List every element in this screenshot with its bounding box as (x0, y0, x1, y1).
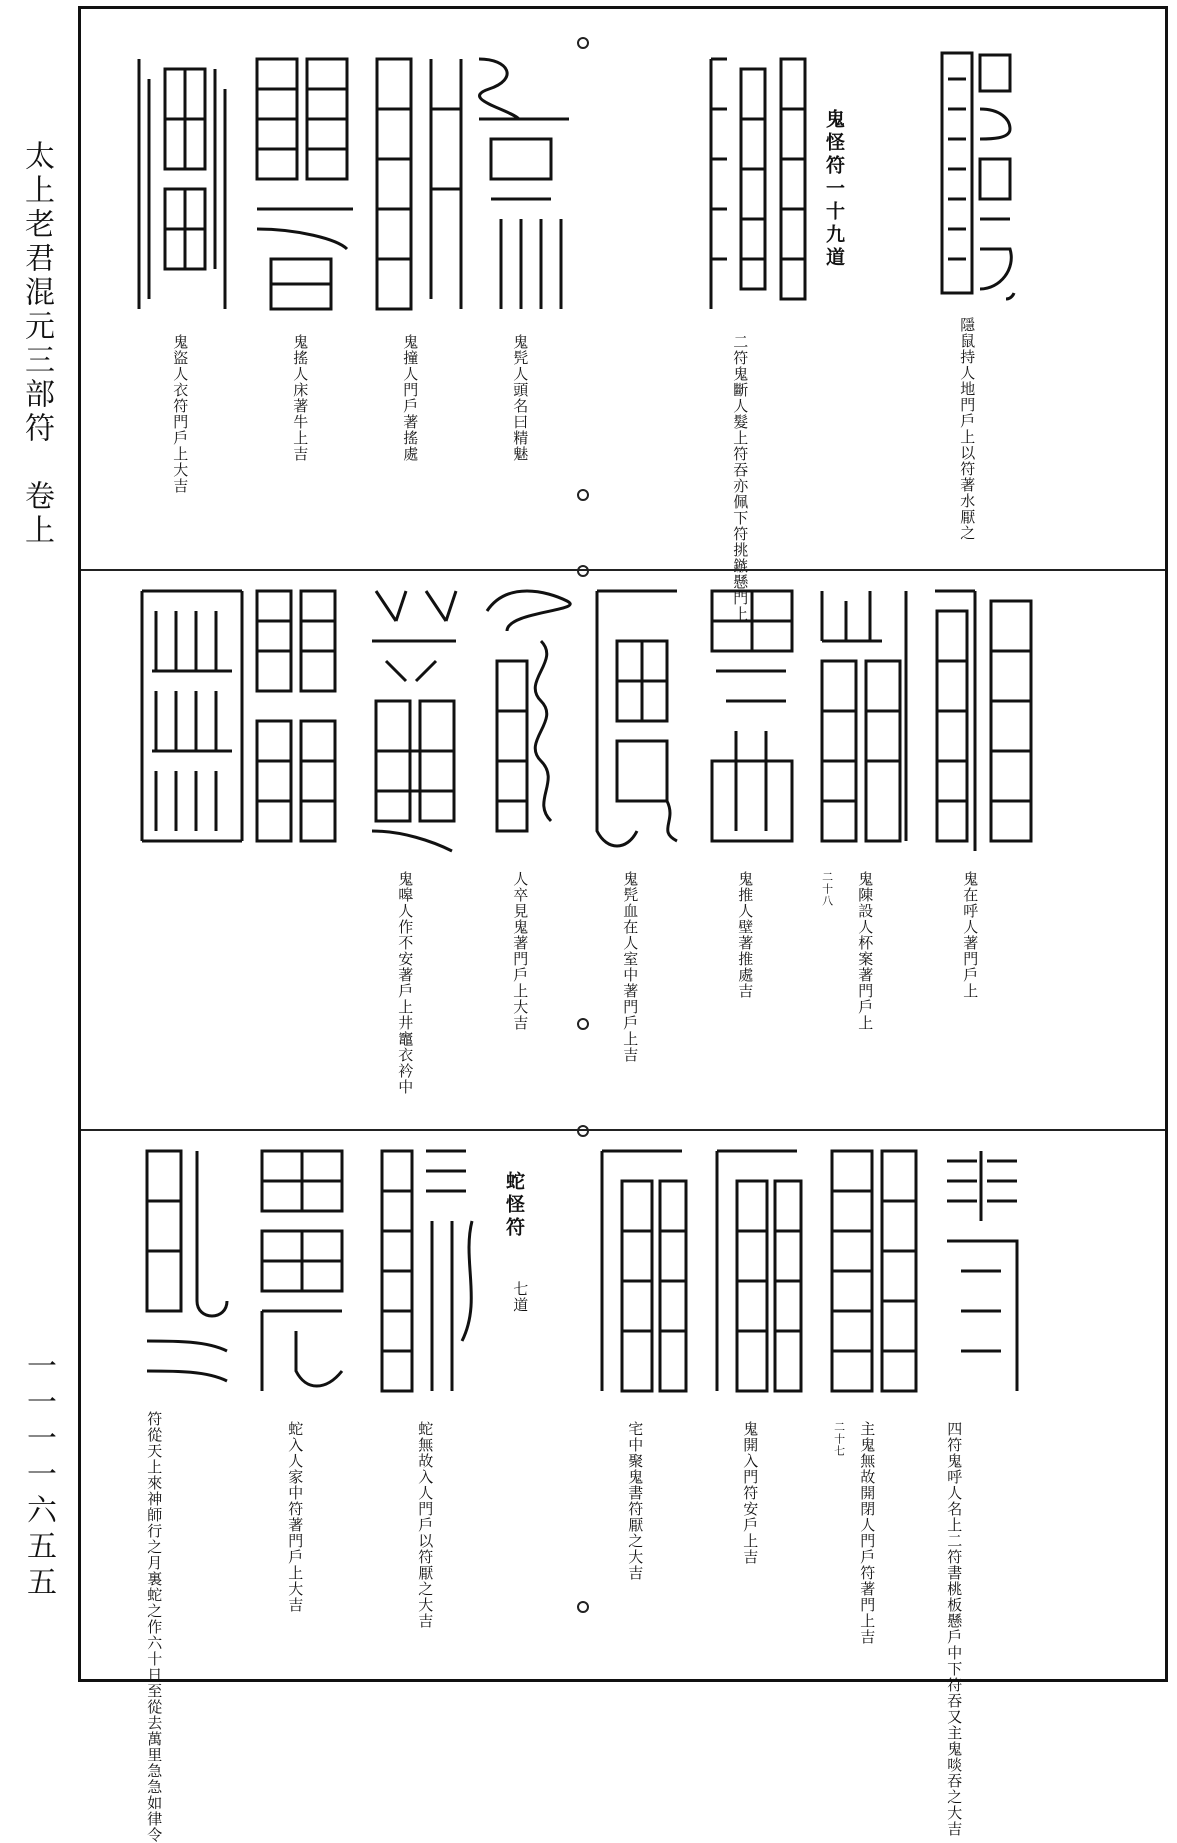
talisman-entry (591, 581, 663, 1101)
talisman-glyph-icon (256, 1141, 328, 1401)
talisman-entry (936, 49, 1008, 541)
talisman-entry (826, 1141, 898, 1661)
talisman-entry (141, 1141, 213, 1843)
talisman-entry (376, 1141, 448, 1661)
talisman-caption: 鬼撞人門戶著搖處 (401, 334, 420, 462)
talisman-entry (706, 581, 778, 1101)
talisman-caption: 蛇無故入人門戶以符厭之大吉 (416, 1421, 435, 1629)
talisman-entry (251, 581, 323, 1101)
panel-middle (81, 569, 1165, 1129)
binding-hole-icon (577, 1601, 589, 1613)
talisman-glyph-icon (371, 49, 443, 319)
section-heading-count: 七道 (511, 1281, 530, 1313)
talisman-glyph-icon (931, 581, 1003, 861)
talisman-glyph-icon (471, 49, 543, 319)
talisman-entry (366, 581, 438, 1101)
binding-hole-icon (577, 489, 589, 501)
page-frame (78, 6, 1168, 1843)
talisman-caption: 鬼陳設人杯案著門戶上 (856, 871, 875, 1031)
talisman-caption: 鬼搖人床著牛上吉 (291, 334, 310, 462)
talisman-glyph-icon (941, 1141, 1013, 1401)
panel-bottom (81, 1129, 1165, 1843)
talisman-caption: 鬼在呼人著門戶上 (961, 871, 980, 999)
talisman-glyph-icon (376, 1141, 448, 1401)
talisman-entry (941, 1141, 1013, 1837)
talisman-number-note: 二十八 (820, 871, 834, 907)
talisman-glyph-icon (936, 49, 1008, 309)
talisman-glyph-icon (141, 1141, 213, 1401)
binding-hole-icon (577, 37, 589, 49)
talisman-caption: 鬼髠血在人室中著門戶上吉 (621, 871, 640, 1063)
talisman-glyph-icon (481, 581, 553, 861)
talisman-glyph-icon (131, 49, 203, 319)
talisman-glyph-icon (816, 581, 888, 861)
section-heading-snake-talismans: 蛇怪符 (503, 1171, 525, 1240)
talisman-caption: 鬼開入門符安戶上吉 (741, 1421, 760, 1565)
talisman-entry (471, 49, 543, 509)
talisman-glyph-icon (711, 1141, 783, 1401)
talisman-entry (256, 1141, 328, 1661)
binding-hole-icon (577, 1125, 589, 1137)
talisman-caption: 四符鬼呼人名上二符書桃板懸戶中下符吞又主鬼啖吞之大吉 (945, 1421, 964, 1837)
talisman-entry (136, 581, 208, 1101)
talisman-caption: 人卒見鬼著門戶上大吉 (511, 871, 530, 1031)
talisman-number-note: 二十七 (832, 1421, 846, 1457)
talisman-glyph-icon (251, 49, 323, 319)
margin-book-title: 太上老君混元三部符 卷上 (19, 140, 54, 548)
talisman-caption: 鬼髠人頭名曰精魅 (511, 334, 530, 462)
talisman-caption: 宅中聚鬼書符厭之大吉 (626, 1421, 645, 1581)
panel-top (81, 9, 1165, 622)
talisman-entry (251, 49, 323, 509)
talisman-glyph-icon (826, 1141, 898, 1401)
section-heading-ghost-talismans: 鬼怪符一十九道 (823, 109, 845, 270)
talisman-entry (596, 1141, 668, 1661)
talisman-glyph-icon (701, 49, 773, 319)
talisman-glyph-icon (251, 581, 323, 861)
talisman-entry (711, 1141, 783, 1661)
margin-page-number: 一一一一六五五 (21, 1350, 56, 1602)
talisman-glyph-icon (591, 581, 663, 861)
talisman-glyph-icon (596, 1141, 668, 1401)
binding-hole-icon (577, 565, 589, 577)
talisman-entry (931, 581, 1003, 1101)
talisman-entry (816, 581, 888, 1101)
talisman-caption: 二符鬼斷人髮上符吞亦佩下符挑鏃懸門上 (731, 334, 750, 622)
binding-hole-icon (577, 1018, 589, 1030)
talisman-entry (131, 49, 203, 509)
talisman-entry (371, 49, 443, 509)
talisman-caption: 符從天上來神師行之月裏蛇之作六十日至從去萬里急急如律令 (145, 1411, 164, 1843)
talisman-caption: 鬼推人壁著推處吉 (736, 871, 755, 999)
talisman-glyph-icon (366, 581, 438, 861)
talisman-glyph-icon (706, 581, 778, 861)
talisman-caption: 鬼盜人衣符門戶上大吉 (171, 334, 190, 494)
talisman-entry (481, 581, 553, 1101)
talisman-glyph-icon (136, 581, 208, 861)
talisman-caption: 隱鼠持人地門戶上以符著水厭之 (958, 317, 977, 541)
talisman-caption: 主鬼無故開閉人門戶符著門上吉 (858, 1421, 877, 1645)
talisman-caption: 蛇入人家中符著門戶上大吉 (286, 1421, 305, 1613)
talisman-caption: 鬼嗥人作不安著戶上井竈衣衿中 (396, 871, 415, 1095)
talisman-entry (701, 49, 773, 622)
